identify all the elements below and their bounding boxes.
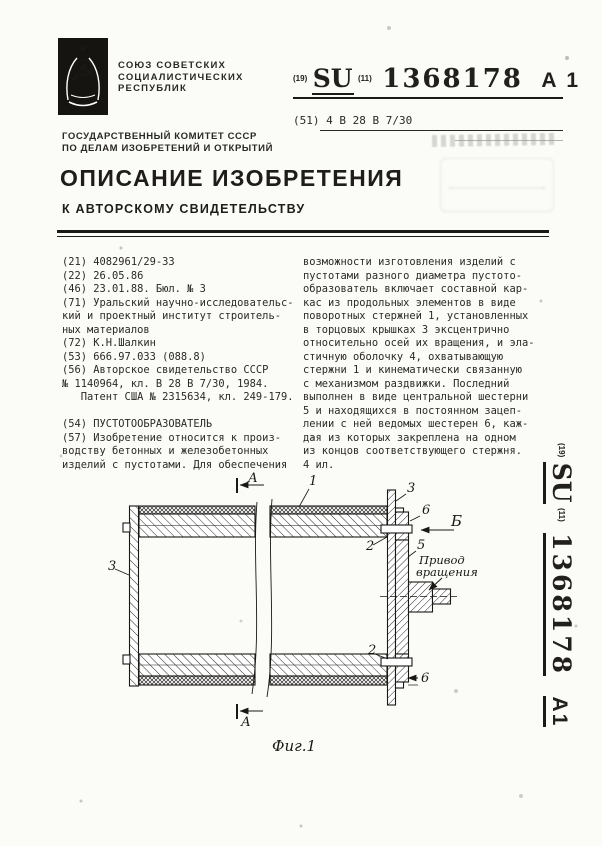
scan-noise — [0, 0, 2, 2]
section-label-a-top: А — [248, 471, 258, 486]
ussr-coat-of-arms-icon — [58, 38, 108, 115]
text-line: возможности изготовления изделий с — [303, 256, 516, 268]
part-label-2-bottom: 2 — [368, 643, 377, 658]
ipc-class: В 28 В 7/30 — [339, 114, 413, 127]
faint-stamp — [432, 133, 554, 147]
text-line: (72) К.Н.Шалкин — [62, 337, 156, 349]
committee-line: ГОСУДАРСТВЕННЫЙ КОМИТЕТ СССР — [62, 131, 257, 142]
part-label-2-top: 2 — [366, 539, 375, 554]
sidebar-code-11: (11) — [557, 508, 566, 522]
figure-1-drawing — [80, 468, 520, 780]
ipc-classification — [293, 114, 412, 127]
text-line: (56) Авторское свидетельство СССР — [62, 364, 269, 376]
text-line: водству бетонных и железобетонных — [62, 445, 269, 457]
part-label-5: 5 — [417, 538, 426, 553]
text-line: Патент США № 2315634, кл. 249-179. — [62, 391, 294, 403]
part-label-1: 1 — [309, 474, 318, 489]
text-line: № 1140964, кл. В 28 В 7/30, 1984. — [62, 377, 269, 390]
text-line: кий и проектный институт строитель- — [62, 310, 281, 322]
text-line — [62, 405, 304, 419]
text-line: (54) ПУСТОТООБРАЗОВАТЕЛЬ — [62, 418, 213, 430]
country-code: SU — [312, 64, 353, 93]
part-label-3-left: 3 — [108, 559, 117, 574]
part-label-3-top: 3 — [407, 481, 416, 496]
text-line: (22) 26.05.86 — [62, 269, 144, 282]
text-line: лении с ней ведомых шестерен 6, каж- — [303, 418, 529, 430]
sidebar-number: 1368178 — [543, 533, 576, 676]
sidebar-patent-number — [547, 443, 576, 727]
text-line: стичную оболочку 4, охватывающую — [303, 350, 504, 363]
text-line: выполнен в виде центральной шестерни — [303, 391, 529, 403]
document-subtitle: К АВТОРСКОМУ СВИДЕТЕЛЬСТВУ — [62, 202, 306, 216]
text-line: в торцовых крышках 3 эксцентрично — [303, 323, 510, 336]
sidebar-code-19: (19) — [557, 443, 566, 458]
text-line: ных материалов — [62, 323, 150, 336]
bibliographic-column — [62, 256, 304, 472]
text-line: образователь включает составной кар- — [303, 283, 529, 295]
cylinder-body — [123, 499, 387, 697]
committee-name — [62, 131, 273, 155]
union-line: СОЮЗ СОВЕТСКИХ — [118, 60, 227, 71]
text-line: (21) 4082961/29-33 — [62, 256, 175, 268]
text-line: пустотами разного диаметра пустото- — [303, 269, 522, 282]
text-line: с механизмом раздвижки. Последний — [303, 377, 510, 390]
figure-caption: Фиг.1 — [272, 737, 317, 755]
patent-number: 1368178 — [382, 64, 523, 94]
ind-code-19: (19) — [293, 74, 308, 83]
kind-code: А 1 — [541, 69, 581, 92]
union-name — [118, 60, 244, 95]
text-line: (57) Изобретение относится к произ- — [62, 431, 281, 444]
ipc-underline — [320, 130, 563, 131]
text-line: (53) 666.97.033 (088.8) — [62, 350, 206, 363]
text-line: стержни 1 и кинематически связанную — [303, 364, 522, 376]
abstract-column — [303, 256, 555, 472]
text-line: поворотных стержней 1, установленных — [303, 310, 529, 322]
committee-line: ПО ДЕЛАМ ИЗОБРЕТЕНИЙ И ОТКРЫТИЙ — [62, 143, 274, 154]
drive-end-assembly — [380, 490, 463, 705]
union-line: СОЦИАЛИСТИЧЕСКИХ — [118, 71, 244, 83]
part-label-6-top: 6 — [422, 503, 431, 518]
divider-rule — [57, 230, 549, 233]
sidebar-kind-code: А1 — [543, 696, 571, 727]
text-line: дая из которых закреплена на одном — [303, 431, 516, 444]
text-line: 5 и находящихся в постоянном зацеп- — [303, 404, 522, 417]
svg-text:☭: ☭ — [68, 53, 98, 89]
drive-label-line2: вращения — [416, 565, 478, 579]
text-line: изделий с пустотами. Для обеспечения — [62, 458, 288, 471]
sidebar-country-code: SU — [543, 462, 576, 504]
publication-number-row — [293, 64, 581, 99]
text-line: кас из продольных элементов в виде — [303, 296, 516, 309]
text-line: относительно осей их вращения, и эла- — [303, 337, 535, 349]
text-line: 4 ил. — [303, 458, 335, 471]
svg-text:★: ★ — [78, 44, 88, 55]
ind-code-51: (51) 4 — [293, 114, 333, 127]
ind-code-11: (11) — [358, 74, 372, 83]
union-line: РЕСПУБЛИК — [118, 83, 187, 94]
divider-rule — [57, 236, 549, 237]
document-title: ОПИСАНИЕ ИЗОБРЕТЕНИЯ — [60, 165, 404, 191]
part-label-6-bottom: 6 — [421, 671, 430, 686]
faint-stamp — [440, 158, 554, 212]
section-label-b: Б — [451, 512, 463, 530]
section-label-a-bottom: А — [241, 715, 251, 730]
text-line: из концов соответствующего стержня. — [303, 445, 522, 457]
text-line: (71) Уральский научно-исследовательс- — [62, 296, 294, 309]
drive-label-line1: Привод — [419, 553, 465, 567]
text-line: (46) 23.01.88. Бюл. № 3 — [62, 283, 206, 295]
